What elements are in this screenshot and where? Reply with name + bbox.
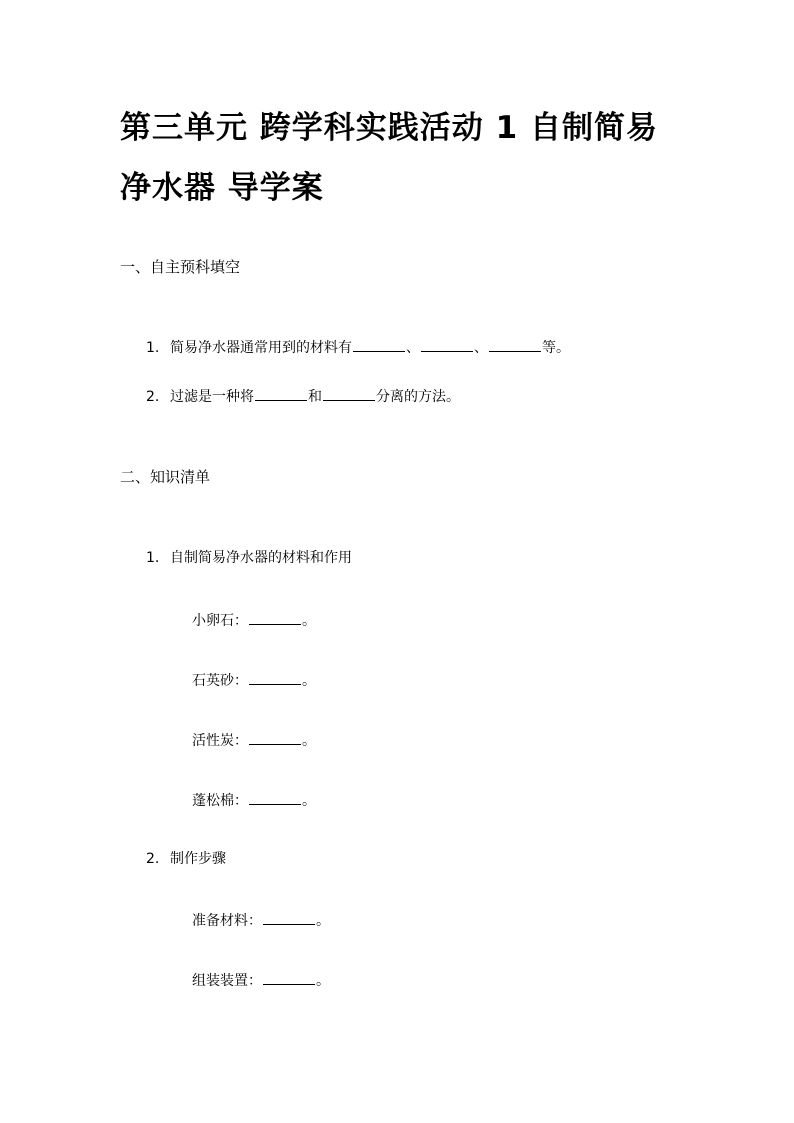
answer-blank[interactable]	[249, 790, 301, 805]
question-item	[146, 386, 460, 407]
answer-blank[interactable]	[353, 337, 405, 352]
question-text: 简易净水器通常用到的材料有	[170, 340, 352, 356]
material-row	[192, 730, 316, 751]
step-label: 组装装置：	[192, 973, 262, 989]
separator-text: 、	[474, 340, 488, 356]
material-label: 蓬松棉：	[192, 793, 248, 809]
row-end-text: 。	[302, 733, 316, 749]
item-number: 1.	[146, 550, 160, 566]
question-end-text: 分离的方法。	[376, 389, 460, 405]
separator-text: 、	[406, 340, 420, 356]
step-row	[192, 970, 330, 991]
question-text: 过滤是一种将	[170, 389, 254, 405]
step-label: 准备材料：	[192, 913, 262, 929]
material-label: 小卵石：	[192, 613, 248, 629]
question-end-text: 等。	[542, 340, 570, 356]
row-end-text: 。	[316, 913, 330, 929]
knowledge-item	[146, 548, 352, 568]
question-number: 1.	[146, 340, 160, 356]
answer-blank[interactable]	[489, 337, 541, 352]
item-label: 自制简易净水器的材料和作用	[170, 550, 352, 566]
material-row	[192, 610, 316, 631]
question-item	[146, 337, 570, 358]
answer-blank[interactable]	[255, 386, 307, 401]
material-row	[192, 670, 316, 691]
document-title-line-1: 第三单元 跨学科实践活动 1 自制简易	[120, 110, 658, 146]
material-row	[192, 790, 316, 811]
connector-text: 和	[308, 389, 322, 405]
item-label: 制作步骤	[170, 851, 226, 867]
row-end-text: 。	[302, 613, 316, 629]
section-heading-preview: 一、自主预科填空	[120, 258, 241, 276]
question-number: 2.	[146, 389, 160, 405]
row-end-text: 。	[302, 793, 316, 809]
section-heading-knowledge: 二、知识清单	[120, 468, 211, 486]
answer-blank[interactable]	[249, 670, 301, 685]
step-row	[192, 910, 330, 931]
answer-blank[interactable]	[263, 970, 315, 985]
answer-blank[interactable]	[421, 337, 473, 352]
material-label: 活性炭：	[192, 733, 248, 749]
answer-blank[interactable]	[263, 910, 315, 925]
answer-blank[interactable]	[323, 386, 375, 401]
document-title-line-2: 净水器 导学案	[120, 170, 324, 206]
material-label: 石英砂：	[192, 673, 248, 689]
answer-blank[interactable]	[249, 730, 301, 745]
row-end-text: 。	[316, 973, 330, 989]
item-number: 2.	[146, 851, 160, 867]
row-end-text: 。	[302, 673, 316, 689]
answer-blank[interactable]	[249, 610, 301, 625]
knowledge-item	[146, 849, 226, 869]
